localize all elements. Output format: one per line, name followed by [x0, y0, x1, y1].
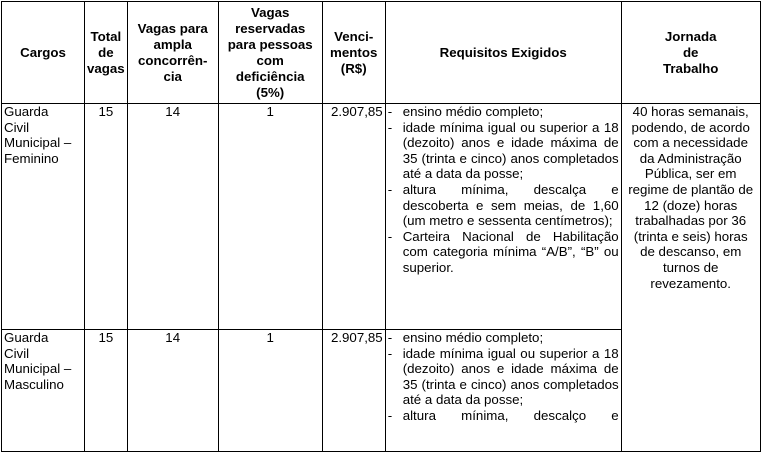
vagas-ampla-cell: 14	[127, 104, 218, 330]
header-vagas-reservadas: Vagas reservadas para pessoas com deficiência (5%)	[218, 2, 322, 104]
dash-marker: -	[387, 228, 393, 244]
header-cargos: Cargos	[2, 2, 85, 104]
requisito-item: - idade mínima igual ou superior a 18 (dezoito) anos e idade máxima de 35 (trinta e cinco) anos completados até a data da posse;	[387, 345, 619, 408]
vagas-reservadas-cell: 1	[218, 330, 322, 452]
total-vagas-cell: 15	[85, 104, 128, 330]
cargo-cell: Guarda Civil Municipal – Feminino	[2, 104, 85, 330]
vagas-ampla-cell: 14	[127, 330, 218, 452]
requisito-item: - ensino médio completo;	[387, 104, 544, 119]
dash-marker: -	[387, 345, 393, 361]
cargo-cell: Guarda Civil Municipal – Masculino	[2, 330, 85, 452]
header-vagas-ampla: Vagas para ampla concorrên- cia	[127, 2, 218, 104]
dash-marker: -	[387, 330, 393, 345]
header-total-vagas: Total de vagas	[85, 2, 128, 104]
requisito-item: - idade mínima igual ou superior a 18 (dezoito) anos e idade máxima de 35 (trinta e cinco) anos completados até a data da posse;	[387, 119, 619, 182]
requisito-item: - ensino médio completo;	[387, 330, 544, 345]
vencimento-cell: 2.907,85	[322, 104, 385, 330]
vencimento-cell: 2.907,85	[322, 330, 385, 452]
dash-marker: -	[387, 104, 393, 119]
cargos-table	[1, 1, 761, 452]
dash-marker: -	[387, 119, 393, 135]
requisitos-cell	[385, 104, 621, 330]
requisito-item: - altura mínima, descalço e	[387, 407, 619, 423]
total-vagas-cell: 15	[85, 330, 128, 452]
dash-marker: -	[387, 181, 393, 197]
requisitos-cell	[385, 330, 621, 452]
dash-marker: -	[387, 407, 393, 423]
header-requisitos: Requisitos Exigidos	[385, 2, 621, 104]
requisito-item: - Carteira Nacional de Habilitação com categoria mínima “A/B”, “B” ou superior.	[387, 228, 619, 275]
requisito-item: - altura mínima, descalça e descoberta e sem meias, de 1,60 (um metro e sessenta centímetros);	[387, 181, 619, 229]
header-vencimentos: Venci- mentos (R$)	[322, 2, 385, 104]
header-jornada: Jornada de Trabalho	[621, 2, 760, 104]
vagas-reservadas-cell: 1	[218, 104, 322, 330]
jornada-cell: 40 horas semanais, podendo, de acordo com a necessidade da Administração Pública, ser em regime de plantão de 12 (doze) horas trabalhadas por 36 (trinta e seis) horas de descanso, em turnos de revezamento.	[621, 104, 760, 452]
table-row	[2, 104, 761, 330]
